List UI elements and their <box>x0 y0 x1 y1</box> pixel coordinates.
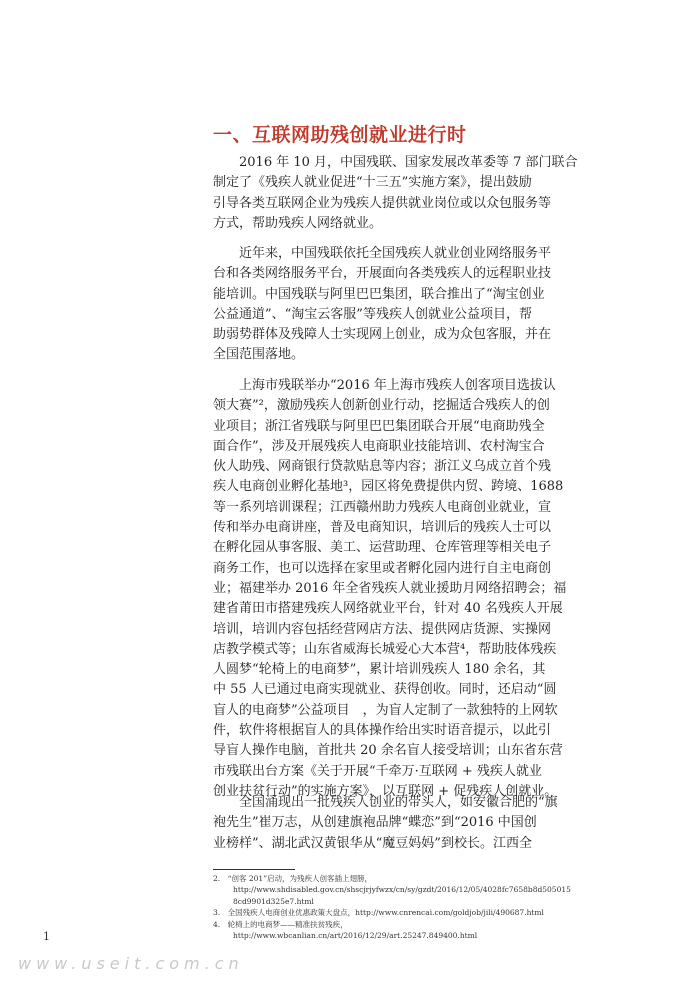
text-line: 全国涌现出一批残疾人创业的带头人，如安徽合肥的“旗 <box>213 795 558 810</box>
text-line: 引导各类互联网企业为残疾人提供就业岗位或以众包服务等 <box>213 195 552 211</box>
text-line: 制定了《残疾人就业促进“十三五”实施方案》，提出鼓励 <box>213 175 532 191</box>
watermark: www.useit.com.cn <box>18 954 244 973</box>
text-line: 伙人助残、网商银行贷款贴息等内容；浙江义乌成立首个残 <box>213 459 552 475</box>
footnotes <box>213 873 633 941</box>
text-line: 业；福建举办 2016 年全省残疾人就业援助月网络招聘会；福 <box>213 580 567 596</box>
text-line: 2016 年 10 月，中国残联、国家发展改革委等 7 部门联合 <box>213 155 578 170</box>
text-line: 商务工作，也可以选择在家里或者孵化园内进行自主电商创 <box>213 560 552 576</box>
text-line: 面合作”，涉及开展残疾人电商职业技能培训、农村淘宝合 <box>213 438 545 454</box>
paragraph-1 <box>213 153 633 234</box>
footnote-2: 2. “创客 201”启动，为残疾人创客插上翅膀， <box>213 874 373 883</box>
text-line: 创业扶贫行动”的实施方案》，以互联网 + 促残疾人创就业。 <box>213 783 558 799</box>
text-line: 盲人的电商梦”公益项目 ，为盲人定制了一款独特的上网软 <box>213 702 558 718</box>
text-line: 店教学模式等；山东省威海长城爱心大本营⁴，帮助肢体残疾 <box>213 641 557 657</box>
text-line: 市残联出台方案《关于开展“千牵万·互联网 + 残疾人就业 <box>213 763 542 779</box>
text-line: 在孵化园从事客服、美工、运营助理、仓库管理等相关电子 <box>213 540 552 556</box>
footnote-3: 3. 全国残疾人电商创业优惠政策大盘点，http://www.cnrencai.com/goldjob/jili/490687.html <box>213 908 544 918</box>
footnote-4: 4. 轮椅上的电商梦——精准扶贫残疾， <box>213 919 348 929</box>
text-line: 台和各类网络服务平台，开展面向各类残疾人的远程职业技 <box>213 266 552 282</box>
text-line: 业项目；浙江省残联与阿里巴巴集团联合开展“电商助残全 <box>213 418 545 434</box>
text-line: 导盲人操作电脑，首批共 20 余名盲人接受培训；山东省东营 <box>213 743 563 759</box>
paragraph-2 <box>213 244 633 366</box>
text-line: 公益通道”、“淘宝云客服”等残疾人创就业公益项目，帮 <box>213 306 532 322</box>
text-line: 建省莆田市搭建残疾人网络就业平台，针对 40 名残疾人开展 <box>213 601 563 617</box>
text-line: 培训，培训内容包括经营网店方法、提供网店货源、实操网 <box>213 621 552 637</box>
text-line: 等一系列培训课程；江西赣州助力残疾人电商创业就业，宣 <box>213 499 552 515</box>
footnote-2-link-cont[interactable]: 8cd9901d325e7.html <box>233 896 314 906</box>
text-line: 领大赛”²，激励残疾人创新创业行动，挖掘适合残疾人的创 <box>213 398 550 414</box>
footnote-divider <box>213 869 295 870</box>
text-line: 中 55 人已通过电商实现就业、获得创收。同时，还启动“圆 <box>213 682 557 698</box>
text-line: 上海市残联举办“2016 年上海市残疾人创客项目选拔认 <box>213 378 556 393</box>
page-number: 1 <box>43 930 50 943</box>
paragraph-4 <box>213 793 633 854</box>
text-line: 疾人电商创业孵化基地³，园区将免费提供内贸、跨境、1688 <box>213 479 564 495</box>
paragraph-3 <box>213 376 633 802</box>
footnote-2-link[interactable]: http://www.shdisabled.gov.cn/shscjrjyfwzx/cn/sy/gzdt/2016/12/05/4028fc7658b8d505015 <box>233 885 571 895</box>
text-line: 助弱势群体及残障人士实现网上创业，成为众包客服，并在 <box>213 327 552 343</box>
text-line: 近年来，中国残联依托全国残疾人就业创业网络服务平 <box>213 246 552 261</box>
text-line: 业榜样”、湖北武汉黄银华从“魔豆妈妈”到校长。江西全 <box>213 835 532 851</box>
section-heading: 一、互联网助残创就业进行时 <box>213 124 467 146</box>
text-line: 袍先生”崔万志，从创建旗袍品牌“蝶恋”到“2016 中国创 <box>213 815 537 831</box>
text-line: 全国范围落地。 <box>213 347 305 363</box>
text-line: 方式，帮助残疾人网络就业。 <box>213 215 383 231</box>
text-line: 传和举办电商讲座，普及电商知识，培训后的残疾人士可以 <box>213 520 552 536</box>
footnote-4-link[interactable]: http://www.wbcanlian.cn/art/2016/12/29/art.25247.849400.html <box>233 931 478 941</box>
text-line: 人圆梦“轮椅上的电商梦”，累计培训残疾人 180 余名，其 <box>213 662 546 678</box>
text-line: 件，软件将根据盲人的具体操作给出实时语音提示，以此引 <box>213 723 552 739</box>
text-line: 能培训。中国残联与阿里巴巴集团，联合推出了“淘宝创业 <box>213 286 545 302</box>
